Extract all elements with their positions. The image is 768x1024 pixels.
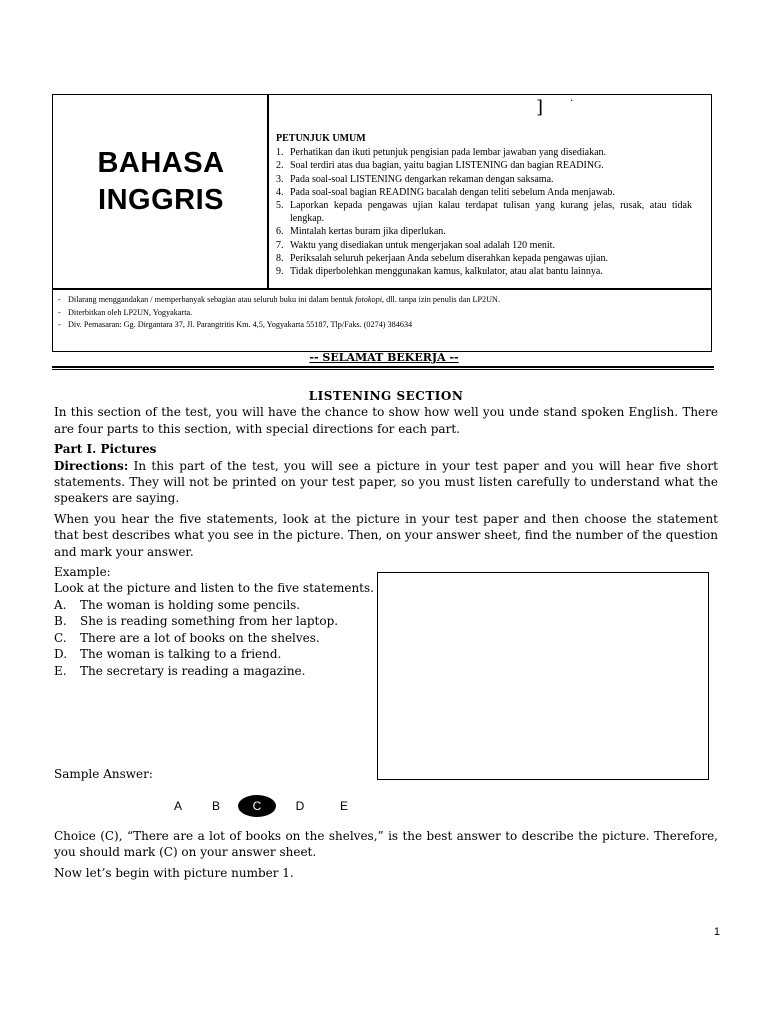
selamat-text: -- SELAMAT BEKERJA --	[309, 351, 459, 364]
part-title: Part I. Pictures	[54, 442, 157, 457]
instruction-text: Laporkan kepada pengawas ujian kalau terdapat tulisan yang kurang jelas, rusak, atau tidak lengkap.	[290, 200, 692, 225]
instructions-title: PETUNJUK UMUM	[276, 133, 366, 144]
subject-title-line2: INGGRIS	[98, 184, 224, 216]
instruction-item	[276, 199, 692, 225]
note-bullet: -	[58, 307, 61, 317]
selamat-bekerja	[0, 351, 768, 365]
section-rule-thin	[52, 369, 714, 370]
instruction-text: Pada soal-soal bagian READING bacalah dengan teliti sebelum Anda menjawab.	[290, 186, 615, 198]
subject-title-cell	[53, 95, 269, 289]
directions-paragraph	[54, 458, 718, 507]
picture-placeholder	[377, 572, 709, 780]
directions-label: Directions:	[54, 458, 129, 473]
option-text: She is reading something from her laptop.	[80, 614, 339, 629]
sample-answer-label: Sample Answer:	[54, 767, 153, 781]
instruction-item	[276, 252, 692, 265]
note-bullet: -	[58, 295, 61, 304]
option-letter: E.	[54, 663, 67, 678]
option-text: The woman is holding some pencils.	[80, 597, 301, 612]
instruction-item	[276, 186, 692, 199]
example-label: Example:	[54, 565, 111, 580]
instruction-paragraph: When you hear the five statements, look at the picture in your test paper and then choose the statement that best describes what you see in the picture. Then, on your answer sheet, find the number of the question and mark your answer.	[54, 511, 718, 559]
instruction-item	[276, 239, 692, 252]
instruction-item	[276, 265, 692, 278]
publisher-notes	[58, 294, 698, 332]
instruction-text: Waktu yang disediakan untuk mengerjakan soal adalah 120 menit.	[290, 239, 555, 251]
instructions-list	[276, 146, 692, 278]
sample-answer-choices	[160, 795, 360, 817]
example-prompt: Look at the picture and listen to the five statements.	[54, 581, 374, 596]
instruction-number: 4.	[276, 186, 284, 198]
note-text: Diterbitkan oleh LP2UN, Yogyakarta.	[68, 307, 193, 317]
note-bullet: -	[58, 320, 61, 329]
instruction-number: 7.	[276, 239, 284, 251]
bracket-mark: ]	[536, 97, 544, 118]
instruction-number: 5.	[276, 200, 284, 212]
note-text: Div. Pemasaran: Gg. Dirgantara 37, Jl. Parangtritis Km. 4,5, Yogyakarta 55187, Tlp/Faks. (0274) 384634	[68, 320, 413, 329]
dot-mark: ·	[570, 96, 574, 107]
directions-text: In this part of the test, you will see a picture in your test paper and you will hear five short statements. They will not be printed on your test paper, so you must listen carefully to understand what the speakers are saying.	[54, 458, 718, 506]
publisher-note	[58, 307, 698, 320]
section-title: LISTENING SECTION	[308, 389, 464, 403]
option-letter: B.	[54, 614, 67, 629]
header-divider	[52, 288, 712, 290]
instruction-item	[276, 225, 692, 238]
instruction-number: 1.	[276, 147, 284, 159]
option-text: The woman is talking to a friend.	[80, 647, 282, 662]
begin-instruction: Now let’s begin with picture number 1.	[54, 865, 294, 880]
instruction-item	[276, 159, 692, 172]
answer-choice-a: A	[173, 799, 182, 813]
subject-title	[53, 145, 269, 219]
section-rule-thick	[52, 366, 714, 368]
instruction-number: 6.	[276, 226, 284, 238]
instruction-item	[276, 173, 692, 186]
page-number: 1	[713, 926, 720, 938]
answer-choice-b: B	[211, 799, 220, 813]
option-letter: A.	[54, 597, 67, 612]
publisher-note	[58, 319, 698, 332]
instruction-number: 3.	[276, 173, 284, 185]
answer-choice-e: E	[339, 799, 348, 813]
instruction-text: Pada soal-soal LISTENING dengarkan rekaman dengan saksama.	[290, 173, 554, 185]
answer-choice-c: C	[238, 795, 276, 817]
instruction-text: Periksalah seluruh pekerjaan Anda sebelum diserahkan kepada pengawas ujian.	[290, 252, 608, 264]
option-letter: D.	[54, 647, 68, 662]
instruction-number: 9.	[276, 266, 284, 278]
option-text: The secretary is reading a magazine.	[80, 663, 306, 678]
subject-title-line1: BAHASA	[97, 147, 225, 179]
option-text: There are a lot of books on the shelves.	[80, 630, 320, 645]
instruction-text: Mintalah kertas buram jika diperlukan.	[290, 226, 446, 238]
instruction-text: Perhatikan dan ikuti petunjuk pengisian pada lembar jawaban yang disediakan.	[290, 147, 607, 159]
general-instructions	[276, 132, 692, 278]
instruction-number: 2.	[276, 160, 284, 172]
answer-explanation	[54, 828, 718, 881]
note-text: Dilarang menggandakan / memperbanyak sebagian atau seluruh buku ini dalam bentuk fotokopi, dll. tanpa izin penulis dan LP2UN.	[68, 295, 501, 304]
section-intro: In this section of the test, you will have the chance to show how well you unde stand spoken English. There are four parts to this section, with special directions for each part.	[54, 405, 718, 436]
instruction-text: Soal terdiri atas dua bagian, yaitu bagian LISTENING dan bagian READING.	[290, 160, 604, 172]
instruction-item	[276, 146, 692, 159]
answer-choice-d: D	[295, 799, 305, 813]
option-letter: C.	[54, 630, 67, 645]
publisher-note	[58, 294, 698, 307]
instruction-number: 8.	[276, 252, 284, 264]
instruction-text: Tidak diperbolehkan menggunakan kamus, kalkulator, atau alat bantu lainnya.	[290, 266, 603, 278]
choice-explanation: Choice (C), “There are a lot of books on the shelves,” is the best answer to describe the picture. Therefore, you should mark (C) on your answer sheet.	[54, 829, 718, 860]
